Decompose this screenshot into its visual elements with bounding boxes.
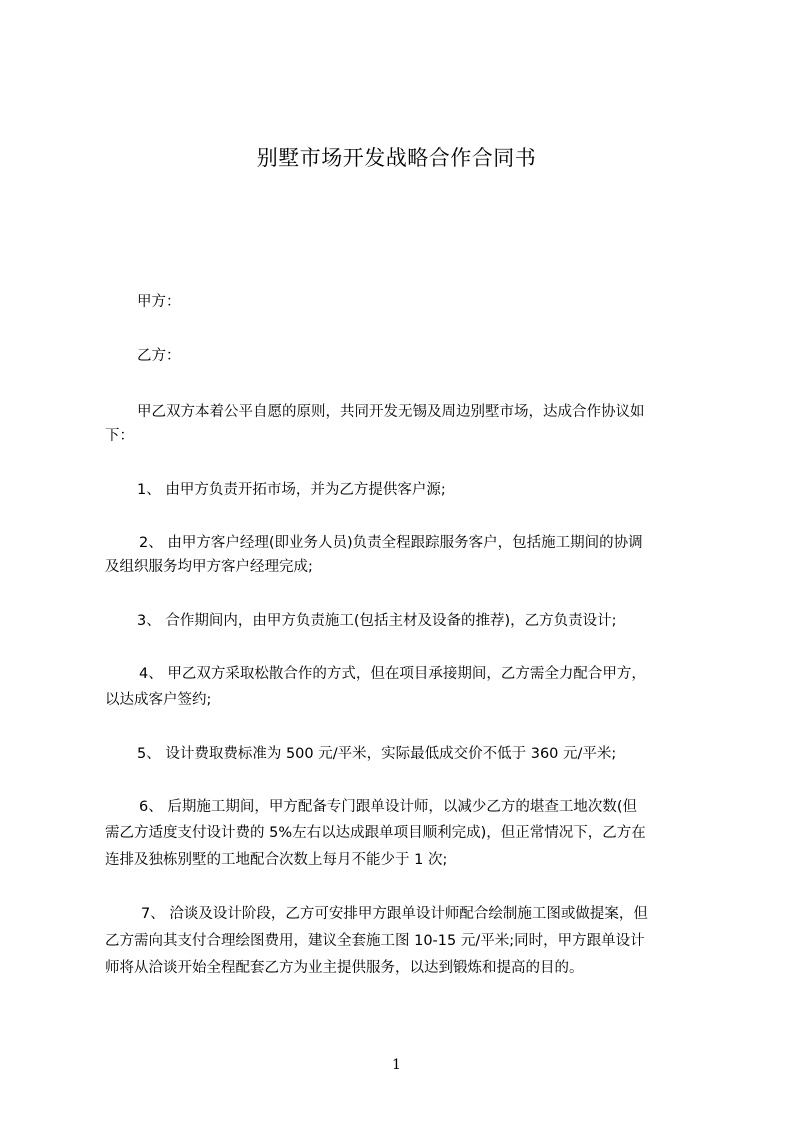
clause-line: 1、 由甲方负责开拓市场，并为乙方提供客户源; (137, 482, 446, 498)
clause-line: 连排及独栋别墅的工地配合次数上每月不能少于 1 次; (105, 852, 448, 868)
party-a-label: 甲方： (137, 294, 181, 310)
clause-line: 5、 设计费取费标准为 500 元/平米，实际最低成交价不低于 360 元/平米; (137, 746, 617, 762)
document-title: 别墅市场开发战略合作合同书 (256, 146, 537, 170)
clause-line: 2、 由甲方客户经理(即业务人员)负责全程跟踪服务客户，包括施工期间的协调 (139, 535, 643, 551)
clause-line: 乙方需向其支付合理绘图费用，建议全套施工图 10-15 元/平米;同时，甲方跟单设计 (105, 933, 645, 949)
clause-line: 及组织服务均甲方客户经理完成; (105, 559, 313, 575)
clause-line: 3、 合作期间内，由甲方负责施工(包括主材及设备的推荐)，乙方负责设计; (137, 613, 617, 629)
clause-line: 师将从洽谈开始全程配套乙方为业主提供服务，以达到锻炼和提高的目的。 (105, 960, 584, 976)
clause-line: 4、 甲乙双方采取松散合作的方式，但在项目承接期间，乙方需全力配合甲方， (139, 666, 646, 682)
clause-line: 6、 后期施工期间，甲方配备专门跟单设计师，以减少乙方的堪查工地次数(但 (139, 799, 637, 815)
paragraph-line: 下： (105, 428, 134, 444)
paragraph-line: 甲乙双方本着公平自愿的原则，共同开发无锡及周边别墅市场，达成合作协议如 (137, 404, 645, 420)
party-b-label: 乙方： (137, 348, 181, 364)
clause-line: 7、 洽谈及设计阶段，乙方可安排甲方跟单设计师配合绘制施工图或做提案，但 (141, 906, 648, 922)
page-number: 1 (392, 1057, 401, 1073)
clause-line: 需乙方适度支付设计费的 5%左右以达成跟单项目顺利完成)，但正常情况下，乙方在 (105, 825, 646, 841)
clause-line: 以达成客户签约; (105, 692, 212, 708)
